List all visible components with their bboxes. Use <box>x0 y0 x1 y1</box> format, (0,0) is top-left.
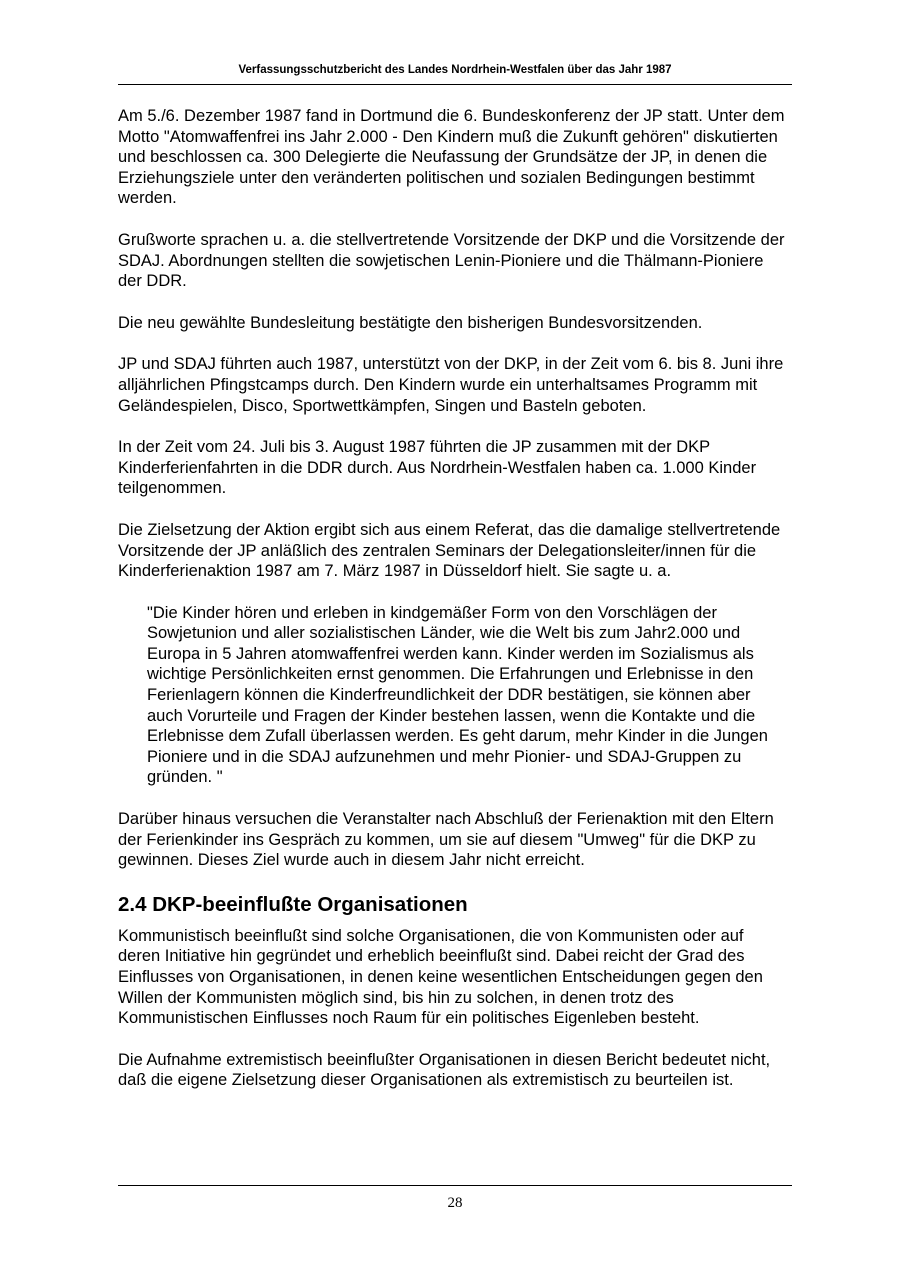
header-divider <box>118 84 792 85</box>
paragraph-pfingstcamps: JP und SDAJ führten auch 1987, unterstützt von der DKP, in der Zeit vom 6. bis 8. Juni ihre alljährlichen Pfingstcamps durch. Den Kindern wurde ein unterhaltsames Programm mit Geländespielen, Disco, Sportwettkämpfen, Singen und Basteln geboten. <box>118 355 784 415</box>
paragraph-grussworte: Grußworte sprachen u. a. die stellvertretende Vorsitzende der DKP und die Vorsitzende der SDAJ. Abordnungen stellten die sowjetischen Lenin-Pioniere und die Thälmann-Pioniere der DDR. <box>118 230 785 291</box>
paragraph-bundeskonferenz: Am 5./6. Dezember 1987 fand in Dortmund die 6. Bundeskonferenz der JP statt. Unter dem Motto "Atomwaffenfrei ins Jahr 2.000 - Den Kindern muß die Zukunft gehören" diskutierten und beschlossen ca. 300 Delegierte die Neufassung der Grundsätze der JP, in denen die Erziehungsziele unter den veränderten politischen und sozialen Bedingungen bestimmt werden. <box>118 107 785 208</box>
footer-divider <box>118 1185 792 1186</box>
running-header: Verfassungsschutzbericht des Landes Nordrhein-Westfalen über das Jahr 1987 <box>238 64 672 76</box>
paragraph-aufnahme: Die Aufnahme extremistisch beeinflußter Organisationen in diesen Bericht bedeutet nicht, daß die eigene Zielsetzung dieser Organisationen als extremistisch zu beurteilen ist. <box>118 1050 771 1090</box>
paragraph-definition: Kommunistisch beeinflußt sind solche Organisationen, die von Kommunisten oder auf deren Initiative hin gegründet und erheblich beeinflußt sind. Dabei reicht der Grad des Einflusses von Organisationen, in denen keine wesentlichen Entscheidungen gegen den Willen der Kommunisten möglich sind, bis hin zu solchen, in denen trotz des Kommunistischen Einflusses noch Raum für ein politisches Eigenleben besteht. <box>118 926 763 1028</box>
section-heading: 2.4 DKP-beeinflußte Organisationen <box>118 892 468 916</box>
paragraph-eltern: Darüber hinaus versuchen die Veranstalter nach Abschluß der Ferienaktion mit den Eltern der Ferienkinder ins Gespräch zu kommen, um sie auf diesem "Umweg" für die DKP zu gewinnen. Dieses Ziel wurde auch in diesem Jahr nicht erreicht. <box>118 810 774 870</box>
document-body <box>118 106 790 1112</box>
paragraph-bundesleitung: Die neu gewählte Bundesleitung bestätigte den bisherigen Bundesvorsitzenden. <box>118 313 703 332</box>
page-number: 28 <box>447 1195 463 1211</box>
paragraph-zielsetzung: Die Zielsetzung der Aktion ergibt sich aus einem Referat, das die damalige stellvertretende Vorsitzende der JP anläßlich des zentralen Seminars der Delegationsleiter/innen für die Kinderferienaktion 1987 am 7. März 1987 in Düsseldorf hielt. Sie sagte u. a. <box>118 520 781 581</box>
block-quote: "Die Kinder hören und erleben in kindgemäßer Form von den Vorschlägen der Sowjetunion und aller sozialistischen Länder, wie die Welt bis zum Jahr2.000 und Europa in 5 Jahren atomwaffenfrei werden kann. Kinder werden im Sozialismus als wichtige Persönlichkeiten ernst genommen. Die Erfahrungen und Erlebnisse in den Ferienlagern können die Kinderfreundlichkeit der DDR bestätigen, sie können aber auch Vorurteile und Fragen der Kinder bestehen lassen, wenn die Kontakte und die Erlebnisse dem Zufall überlassen werden. Es geht darum, mehr Kinder in die Jungen Pioniere und in die SDAJ aufzunehmen und mehr Pionier- und SDAJ-Gruppen zu gründen. " <box>147 603 768 787</box>
paragraph-kinderferienfahrten: In der Zeit vom 24. Juli bis 3. August 1987 führten die JP zusammen mit der DKP Kinderferienfahrten in die DDR durch. Aus Nordrhein-Westfalen haben ca. 1.000 Kinder teilgenommen. <box>118 438 757 498</box>
